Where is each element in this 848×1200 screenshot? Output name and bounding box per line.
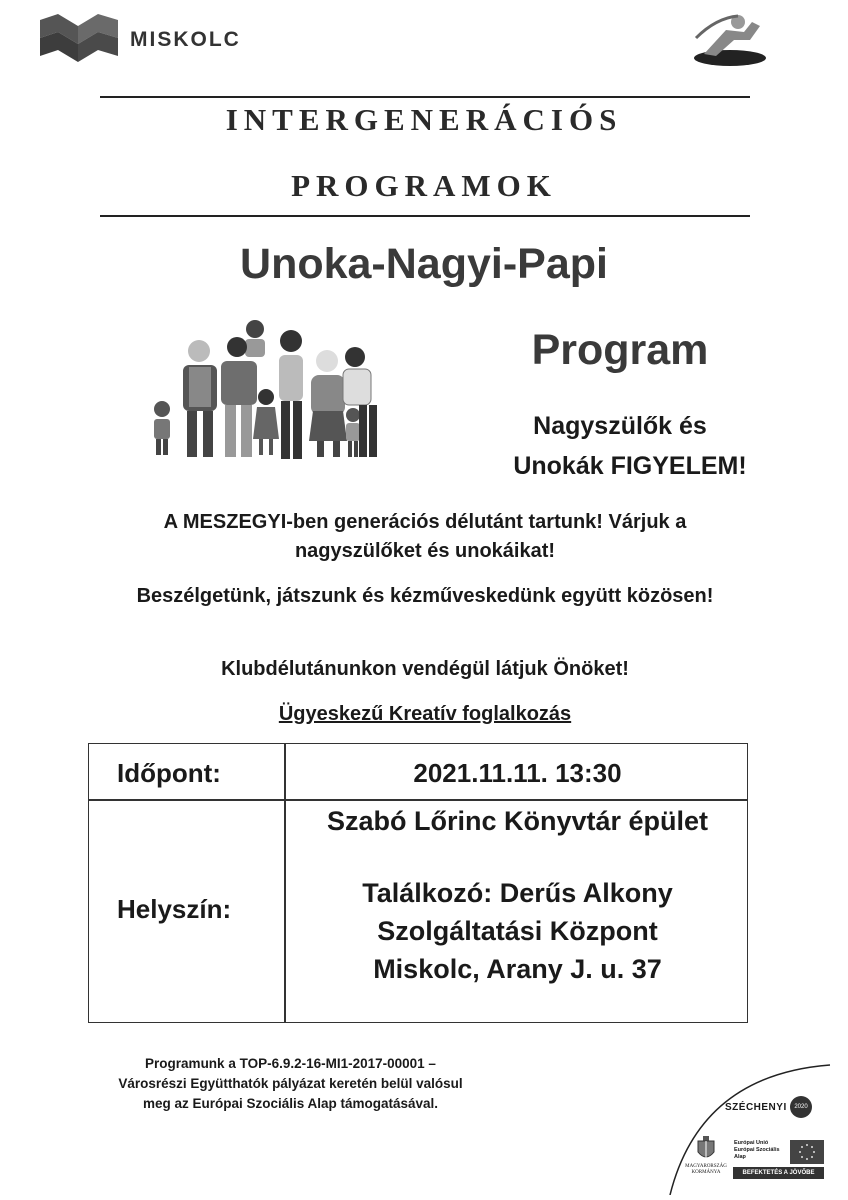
funding-note-line-2: Városrészi Együtthatók pályázat keretén belül valósul xyxy=(118,1076,463,1091)
government-label-line-2: KORMÁNYA xyxy=(691,1170,721,1175)
hungary-coat-of-arms-icon xyxy=(697,1136,715,1162)
subtitle-line-2: Unokák FIGYELEM! xyxy=(513,452,747,480)
szechenyi-2020-badge xyxy=(790,1096,812,1118)
eu-text xyxy=(734,1140,780,1161)
activity-label: Ügyeskezű Kreatív foglalkozás xyxy=(278,703,572,725)
investment-slogan xyxy=(733,1167,824,1179)
program-title-line-2: Program xyxy=(531,326,709,374)
szechenyi-label: SZÉCHENYI xyxy=(725,1102,787,1113)
paragraph-invitation: A MESZEGYI-ben generációs délutánt tartunk! Várjuk a nagyszülőket és unokáikat! xyxy=(163,511,687,562)
funding-note-line-3: meg az Európai Szociális Alap támogatásával. xyxy=(142,1096,439,1111)
city-logo-label: MISKOLC xyxy=(130,28,241,51)
funding-note-line-1: Programunk a TOP-6.9.2-16-MI1-2017-00001 – xyxy=(145,1056,436,1071)
bottom-rule xyxy=(100,215,750,217)
program-title: Unoka-Nagyi-Papi xyxy=(240,240,608,288)
miskolc-logo-icon xyxy=(38,14,120,64)
family-illustration xyxy=(145,315,395,465)
eu-text-line-1: Európai Unió xyxy=(734,1140,769,1146)
paragraph-hosting: Klubdélutánunkon vendégül látjuk Önöket! xyxy=(221,658,629,680)
heading-line-2: PROGRAMOK xyxy=(291,168,557,203)
subtitle-line-1: Nagyszülők és xyxy=(533,412,707,440)
szechenyi-badge-text: 2020 xyxy=(794,1104,808,1110)
heading-line-1: INTERGENERÁCIÓS xyxy=(225,102,623,137)
top-rule xyxy=(100,96,750,98)
paragraph-activities: Beszélgetünk, játszunk és kézműveskedünk együtt közösen! xyxy=(136,585,714,607)
government-label-line-1: MAGYARORSZÁG xyxy=(685,1164,727,1169)
time-value: 2021.11.11. 13:30 xyxy=(413,758,622,788)
government-label xyxy=(676,1164,736,1176)
info-table xyxy=(88,743,748,1023)
eu-text-line-3: Alap xyxy=(734,1154,746,1160)
place-line-1: Szabó Lőrinc Könyvtár épület xyxy=(326,806,709,836)
meszegyi-logo-icon xyxy=(686,10,768,70)
place-label: Helyszín: xyxy=(117,894,232,924)
place-line-3: Szolgáltatási Központ xyxy=(377,916,658,946)
eu-text-line-2: Európai Szociális xyxy=(734,1147,780,1153)
place-line-4: Miskolc, Arany J. u. 37 xyxy=(373,954,662,984)
funding-note xyxy=(88,1054,493,1114)
place-line-2: Találkozó: Derűs Alkony xyxy=(362,878,673,908)
eu-flag-icon xyxy=(790,1140,824,1164)
time-label: Időpont: xyxy=(117,758,221,788)
table-row-divider xyxy=(89,799,747,801)
investment-slogan-text: BEFEKTETÉS A JÖVŐBE xyxy=(742,1170,815,1176)
